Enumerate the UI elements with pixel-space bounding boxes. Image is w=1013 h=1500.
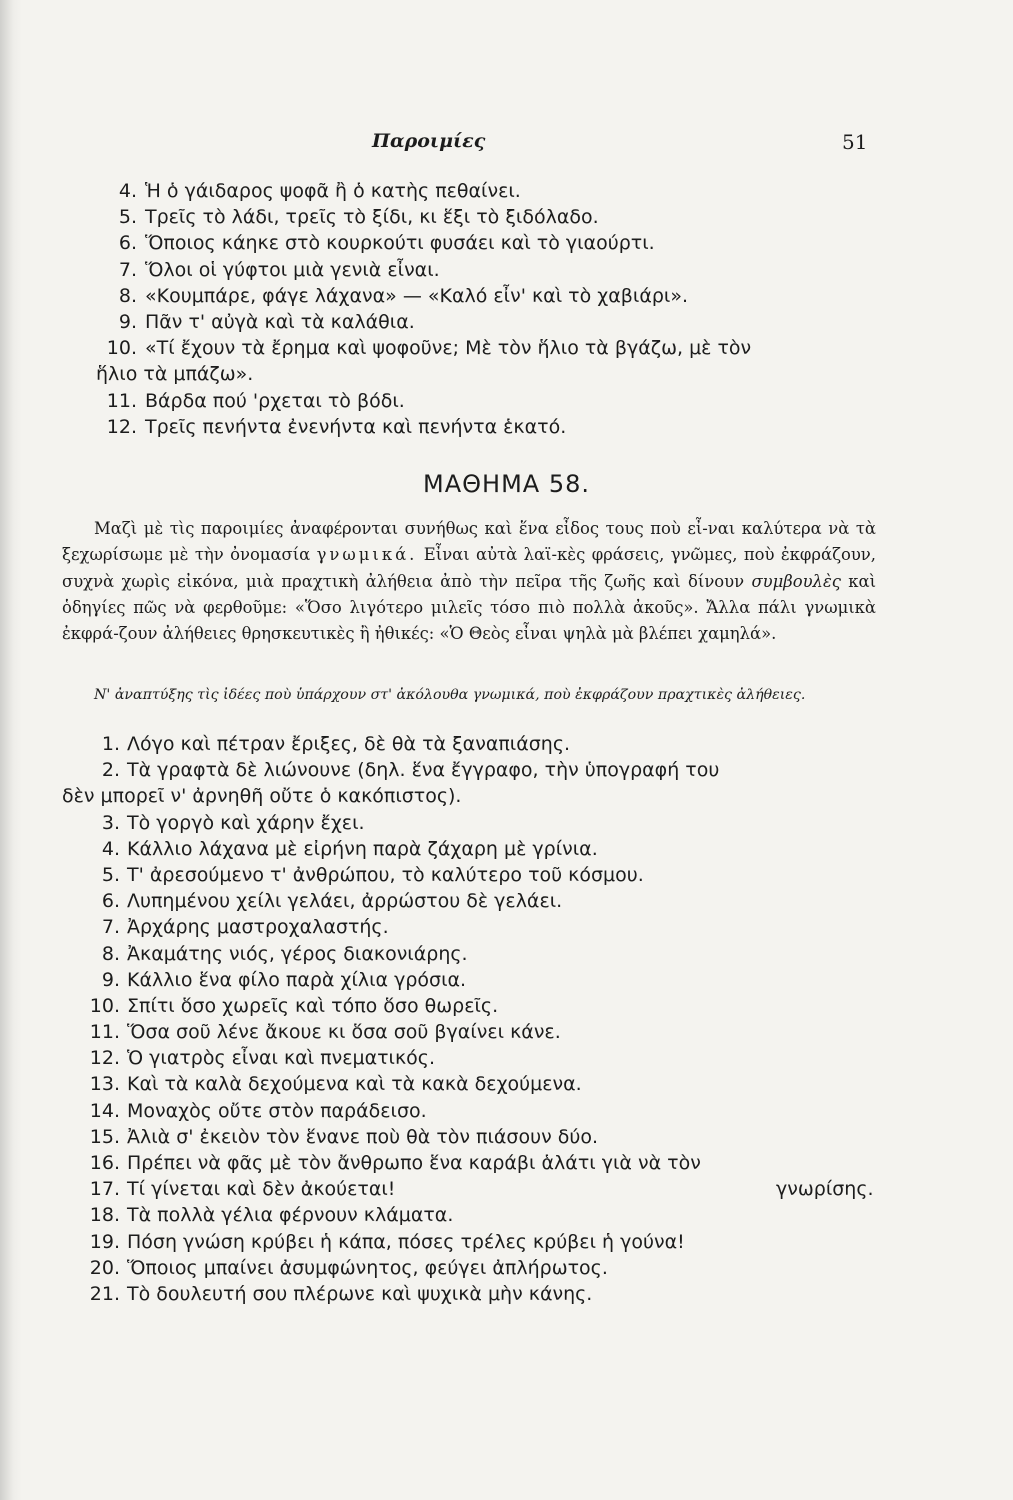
item-text-continuation: ἥλιο τὰ μπάζω». xyxy=(96,363,254,386)
item-number: 15. xyxy=(89,1125,120,1148)
list-item xyxy=(0,1045,1013,1071)
item-text: Ἀλιὰ σ' ἐκειὸν τὸν ἕνανε ποὺ θὰ τὸν πιάσουν δύο. xyxy=(127,1125,599,1148)
item-number: 19. xyxy=(89,1230,120,1253)
list-item-continuation xyxy=(0,783,1013,809)
item-text: Κάλλιο ἕνα φίλο παρὰ χίλια γρόσια. xyxy=(127,968,467,991)
item-number: 7. xyxy=(118,258,137,281)
list-item xyxy=(0,309,1013,335)
item-number: 4. xyxy=(118,180,137,202)
list-item xyxy=(0,1281,1013,1307)
item-text: Λόγο καὶ πέτραν ἔριξες, δὲ θὰ τὰ ξαναπιάσης. xyxy=(127,733,571,755)
item-number: 6. xyxy=(101,890,120,913)
item-number: 18. xyxy=(89,1204,120,1227)
item-number: 4. xyxy=(101,837,120,860)
item-number: 8. xyxy=(118,284,137,307)
list-item xyxy=(0,914,1013,940)
list-item xyxy=(0,810,1013,836)
list-item xyxy=(0,941,1013,967)
item-number: 5. xyxy=(118,206,137,229)
item-text: Ἡ ὁ γάιδαρος ψοφᾶ ἢ ὁ κατὴς πεθαίνει. xyxy=(145,180,521,202)
item-number: 13. xyxy=(89,1073,120,1096)
lesson-title: ΜΑΘΗΜΑ 58. xyxy=(423,470,590,498)
item-text: Τὸ δουλευτή σου πλέρωνε καὶ ψυχικὰ μὴν κάνης. xyxy=(127,1282,593,1305)
item-text: Μοναχὸς οὔτε στὸν παράδεισο. xyxy=(127,1099,427,1122)
list-item xyxy=(0,335,1013,361)
list-item xyxy=(0,862,1013,888)
item-text: Τί γίνεται καὶ δὲν ἀκούεται! xyxy=(127,1178,396,1201)
item-number: 10. xyxy=(89,994,120,1017)
item-text: Κάλλιο λάχανα μὲ εἰρήνη παρὰ ζάχαρη μὲ γρίνια. xyxy=(127,837,598,860)
item-text: Ὅσα σοῦ λένε ἄκουε κι ὅσα σοῦ βγαίνει κάνε. xyxy=(127,1021,561,1044)
item-number: 11. xyxy=(106,389,137,412)
list-item xyxy=(0,888,1013,914)
item-number: 12. xyxy=(89,1047,120,1070)
item-text: Τὰ γραφτὰ δὲ λιώνουνε (δηλ. ἕνα ἔγγραφο, τὴν ὑπογραφή του xyxy=(127,759,720,782)
intro-text: Μαζὶ μὲ τὶς παροιμίες ἀναφέρονται συνήθως καὶ ἕνα εἶδος τους ποὺ εἶ-ναι καλύτερα νὰ τὰ ξεχωρίσωμε μὲ τὴν ὀνομασία xyxy=(62,519,876,565)
item-text: Τὸ γοργὸ καὶ χάρην ἔχει. xyxy=(127,811,365,834)
list-item xyxy=(0,204,1013,230)
intro-text: καὶ ὁδηγίες πῶς νὰ φερθοῦμε: «Ὅσο λιγότερο μιλεῖς τόσο πιὸ πολλὰ ἀκοῦς». Ἄλλα πάλι γνωμικὰ ἐκφρά-ζουν ἀλήθειες θρησκευτικὲς ἢ ἠθικές: «Ὁ Θεὸς εἶναι ψηλὰ μὰ βλέπει χαμηλά». xyxy=(62,571,876,644)
list-item xyxy=(0,178,1013,204)
item-number: 6. xyxy=(118,232,137,255)
list-item xyxy=(0,1255,1013,1281)
item-number: 21. xyxy=(89,1282,120,1305)
item-text: «Τί ἔχουν τὰ ἔρημα καὶ ψοφοῦνε; Μὲ τὸν ἥλιο τὰ βγάζω, μὲ τὸν xyxy=(145,337,752,360)
list-item xyxy=(0,967,1013,993)
item-text: Τρεῖς τὸ λάδι, τρεῖς τὸ ξίδι, κι ἕξι τὸ ξιδόλαδο. xyxy=(145,206,599,229)
list-item xyxy=(0,1124,1013,1150)
item-number: 8. xyxy=(101,942,120,965)
item-number: 20. xyxy=(89,1256,120,1279)
item-text: Ἀκαμάτης νιός, γέρος διακονιάρης. xyxy=(127,942,468,965)
exercise-instruction: Ν' ἀναπτύξης τὶς ἰδέες ποὺ ὑπάρχουν στ' ἀκόλουθα γνωμικά, ποὺ ἐκφράζουν πραχτικὲς ἀλήθειες. xyxy=(94,687,806,703)
list-item-continuation xyxy=(0,361,1013,387)
list-item xyxy=(0,257,1013,283)
item-number: 17. xyxy=(89,1178,120,1201)
list-item xyxy=(0,993,1013,1019)
item-text: Ὅλοι οἱ γύφτοι μιὰ γενιὰ εἶναι. xyxy=(145,258,440,281)
list-item xyxy=(0,283,1013,309)
item-text: Βάρδα πού 'ρχεται τὸ βόδι. xyxy=(145,389,405,412)
page-header xyxy=(0,130,1013,160)
intro-italic-term: συμβουλὲς xyxy=(751,571,841,591)
list-item xyxy=(0,1150,1013,1176)
page-number: 51 xyxy=(842,130,868,154)
proverbs-list xyxy=(0,178,1013,440)
list-item xyxy=(0,836,1013,862)
list-item xyxy=(0,757,1013,783)
running-title: Παροιμίες xyxy=(372,130,486,152)
item-text: Σπίτι ὅσο χωρεῖς καὶ τόπο ὅσο θωρεῖς. xyxy=(127,994,499,1017)
item-text: Πόση γνώση κρύβει ἡ κάπα, πόσες τρέλες κρύβει ἡ γούνα! xyxy=(127,1230,685,1253)
list-item xyxy=(0,1019,1013,1045)
item-number: 9. xyxy=(118,310,137,333)
item-text: Πᾶν τ' αὐγὰ καὶ τὰ καλάθια. xyxy=(145,310,415,333)
item-text: Πρέπει νὰ φᾶς μὲ τὸν ἄνθρωπο ἕνα καράβι ἁλάτι γιὰ νὰ τὸν xyxy=(127,1152,701,1174)
sayings-list xyxy=(0,731,1013,1307)
item-number: 14. xyxy=(89,1099,120,1122)
item-text: Ὁ γιατρὸς εἶναι καὶ πνεματικός. xyxy=(127,1047,435,1070)
item-number: 11. xyxy=(89,1021,120,1044)
intro-spaced-term: γνωμικά. xyxy=(316,545,418,565)
item-text: Ὅποιος κάηκε στὸ κουρκούτι φυσάει καὶ τὸ γιαούρτι. xyxy=(145,232,655,255)
item-text-continuation: δὲν μπορεῖ ν' ἀρνηθῆ οὔτε ὁ κακόπιστος). xyxy=(62,785,462,808)
item-number: 10. xyxy=(106,337,137,360)
item-text: Ἀρχάρης μαστροχαλαστής. xyxy=(127,916,389,939)
item-number: 9. xyxy=(101,968,120,991)
list-item xyxy=(0,1202,1013,1228)
list-item xyxy=(0,1176,1013,1202)
item-text: Τὰ πολλὰ γέλια φέρνουν κλάματα. xyxy=(127,1204,454,1227)
list-item xyxy=(0,230,1013,256)
list-item xyxy=(0,1098,1013,1124)
item-text-continuation: γνωρίσης. xyxy=(776,1178,874,1201)
item-number: 12. xyxy=(106,415,137,438)
item-text: Λυπημένου χείλι γελάει, ἀρρώστου δὲ γελάει. xyxy=(127,890,563,913)
item-number: 7. xyxy=(101,916,120,939)
item-text: Τρεῖς πενήντα ἐνενήντα καὶ πενήντα ἑκατό. xyxy=(145,415,567,438)
item-number: 3. xyxy=(101,811,120,834)
list-item xyxy=(0,1071,1013,1097)
list-item xyxy=(0,731,1013,757)
item-number: 16. xyxy=(89,1152,120,1174)
list-item xyxy=(0,388,1013,414)
item-text: Τ' ἀρεσούμενο τ' ἀνθρώπου, τὸ καλύτερο τοῦ κόσμου. xyxy=(127,863,644,886)
item-text: «Κουμπάρε, φάγε λάχανα» — «Καλό εἶν' καὶ τὸ χαβιάρι». xyxy=(145,284,689,307)
item-number: 1. xyxy=(101,733,120,755)
item-number: 2. xyxy=(101,759,120,782)
item-text: Ὅποιος μπαίνει ἀσυμφώνητος, φεύγει ἀπλήρωτος. xyxy=(127,1256,608,1279)
intro-text: Εἶναι αὐτὰ λαϊ-κὲς φράσεις, γνῶμες, ποὺ ἐκφράζουν, συχνὰ χωρὶς εἰκόνα, μιὰ πραχτικὴ ἀλήθεια ἀπὸ τὴν πεῖρα τῆς ζωῆς καὶ δίνουν xyxy=(62,545,876,591)
list-item xyxy=(0,414,1013,440)
item-number: 5. xyxy=(101,863,120,886)
list-item xyxy=(0,1229,1013,1255)
item-text: Καὶ τὰ καλὰ δεχούμενα καὶ τὰ κακὰ δεχούμενα. xyxy=(127,1073,582,1096)
intro-paragraph xyxy=(62,516,876,647)
